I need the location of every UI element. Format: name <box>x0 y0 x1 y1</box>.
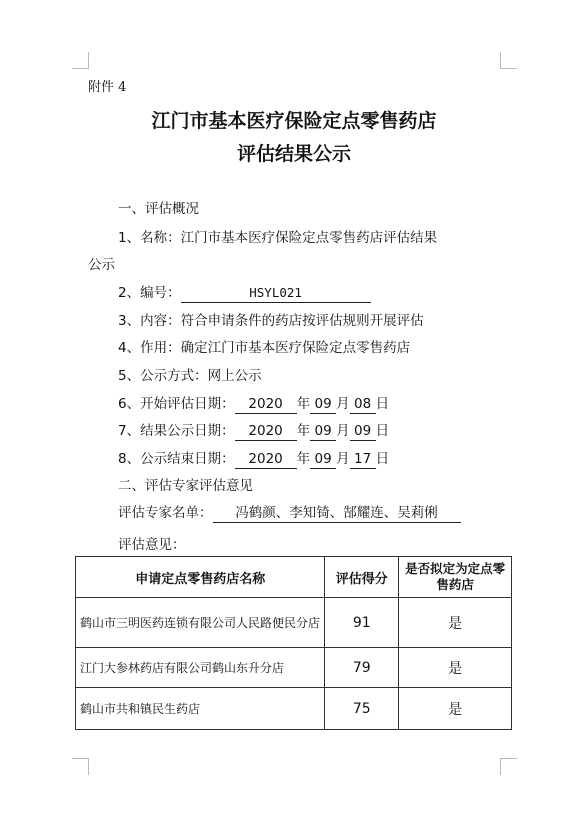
pharmacy-score: 75 <box>325 688 399 730</box>
item-start-date <box>118 395 389 414</box>
unit-month: 月 <box>336 451 350 467</box>
header-designation: 是否拟定为定点零售药店 <box>399 557 512 598</box>
end-date-day: 17 <box>350 450 376 469</box>
result-date-day: 09 <box>350 422 376 441</box>
document-title-line1: 江门市基本医疗保险定点零售药店 <box>151 110 437 132</box>
item-publication-method: 5、公示方式：网上公示 <box>118 368 262 384</box>
item-code-label: 2、编号： <box>118 285 181 301</box>
header-score: 评估得分 <box>325 557 399 598</box>
section-heading-expert-opinion: 二、评估专家评估意见 <box>118 478 253 494</box>
evaluation-table <box>75 556 512 730</box>
item-name-line: 1、名称：江门市基本医疗保险定点零售药店评估结果 <box>118 230 438 246</box>
pharmacy-name: 江门大参林药店有限公司鹤山东升分店 <box>76 648 325 688</box>
attachment-label: 附件 4 <box>88 80 127 95</box>
result-date-month: 09 <box>310 422 336 441</box>
item-purpose: 4、作用：确定江门市基本医疗保险定点零售药店 <box>118 340 411 356</box>
result-date-year: 2020 <box>235 422 297 441</box>
unit-day: 日 <box>375 396 390 412</box>
document-title-line2: 评估结果公示 <box>236 143 351 165</box>
unit-month: 月 <box>336 396 350 412</box>
corner-mark-top-left <box>72 52 89 69</box>
unit-day: 日 <box>375 451 390 467</box>
pharmacy-designation: 是 <box>399 648 512 688</box>
corner-mark-top-right <box>500 52 517 69</box>
start-date-year: 2020 <box>235 395 297 414</box>
table-row <box>76 598 512 648</box>
pharmacy-score: 79 <box>325 648 399 688</box>
section-heading-overview: 一、评估概况 <box>118 201 199 217</box>
corner-mark-bottom-left <box>72 758 89 775</box>
unit-year: 年 <box>296 396 311 412</box>
header-pharmacy-name: 申请定点零售药店名称 <box>76 557 325 598</box>
item-result-date <box>118 422 389 441</box>
end-date-label: 8、公示结束日期： <box>118 451 235 467</box>
pharmacy-name: 鹤山市三明医药连锁有限公司人民路便民分店 <box>76 598 325 648</box>
result-date-label: 7、结果公示日期： <box>118 423 235 439</box>
item-name-continuation: 公示 <box>88 257 115 273</box>
unit-year: 年 <box>296 451 311 467</box>
item-content: 3、内容：符合申请条件的药店按评估规则开展评估 <box>118 313 424 329</box>
start-date-month: 09 <box>310 395 336 414</box>
pharmacy-designation: 是 <box>399 598 512 648</box>
item-code <box>118 284 371 303</box>
start-date-label: 6、开始评估日期： <box>118 396 235 412</box>
table-row <box>76 688 512 730</box>
start-date-day: 08 <box>350 395 376 414</box>
opinion-label: 评估意见： <box>118 537 186 553</box>
item-code-value: HSYL021 <box>181 284 371 303</box>
pharmacy-score: 91 <box>325 598 399 648</box>
item-end-date <box>118 450 389 469</box>
pharmacy-name: 鹤山市共和镇民生药店 <box>76 688 325 730</box>
end-date-year: 2020 <box>235 450 297 469</box>
unit-year: 年 <box>296 423 311 439</box>
expert-list <box>118 504 461 523</box>
expert-list-value: 冯鹤颜、李知锜、郜耀连、吴莉俐 <box>213 504 461 523</box>
unit-day: 日 <box>375 423 390 439</box>
pharmacy-designation: 是 <box>399 688 512 730</box>
table-header-row <box>76 557 512 598</box>
end-date-month: 09 <box>310 450 336 469</box>
corner-mark-bottom-right <box>500 758 517 775</box>
unit-month: 月 <box>336 423 350 439</box>
table-row <box>76 648 512 688</box>
expert-list-label: 评估专家名单： <box>118 505 213 521</box>
